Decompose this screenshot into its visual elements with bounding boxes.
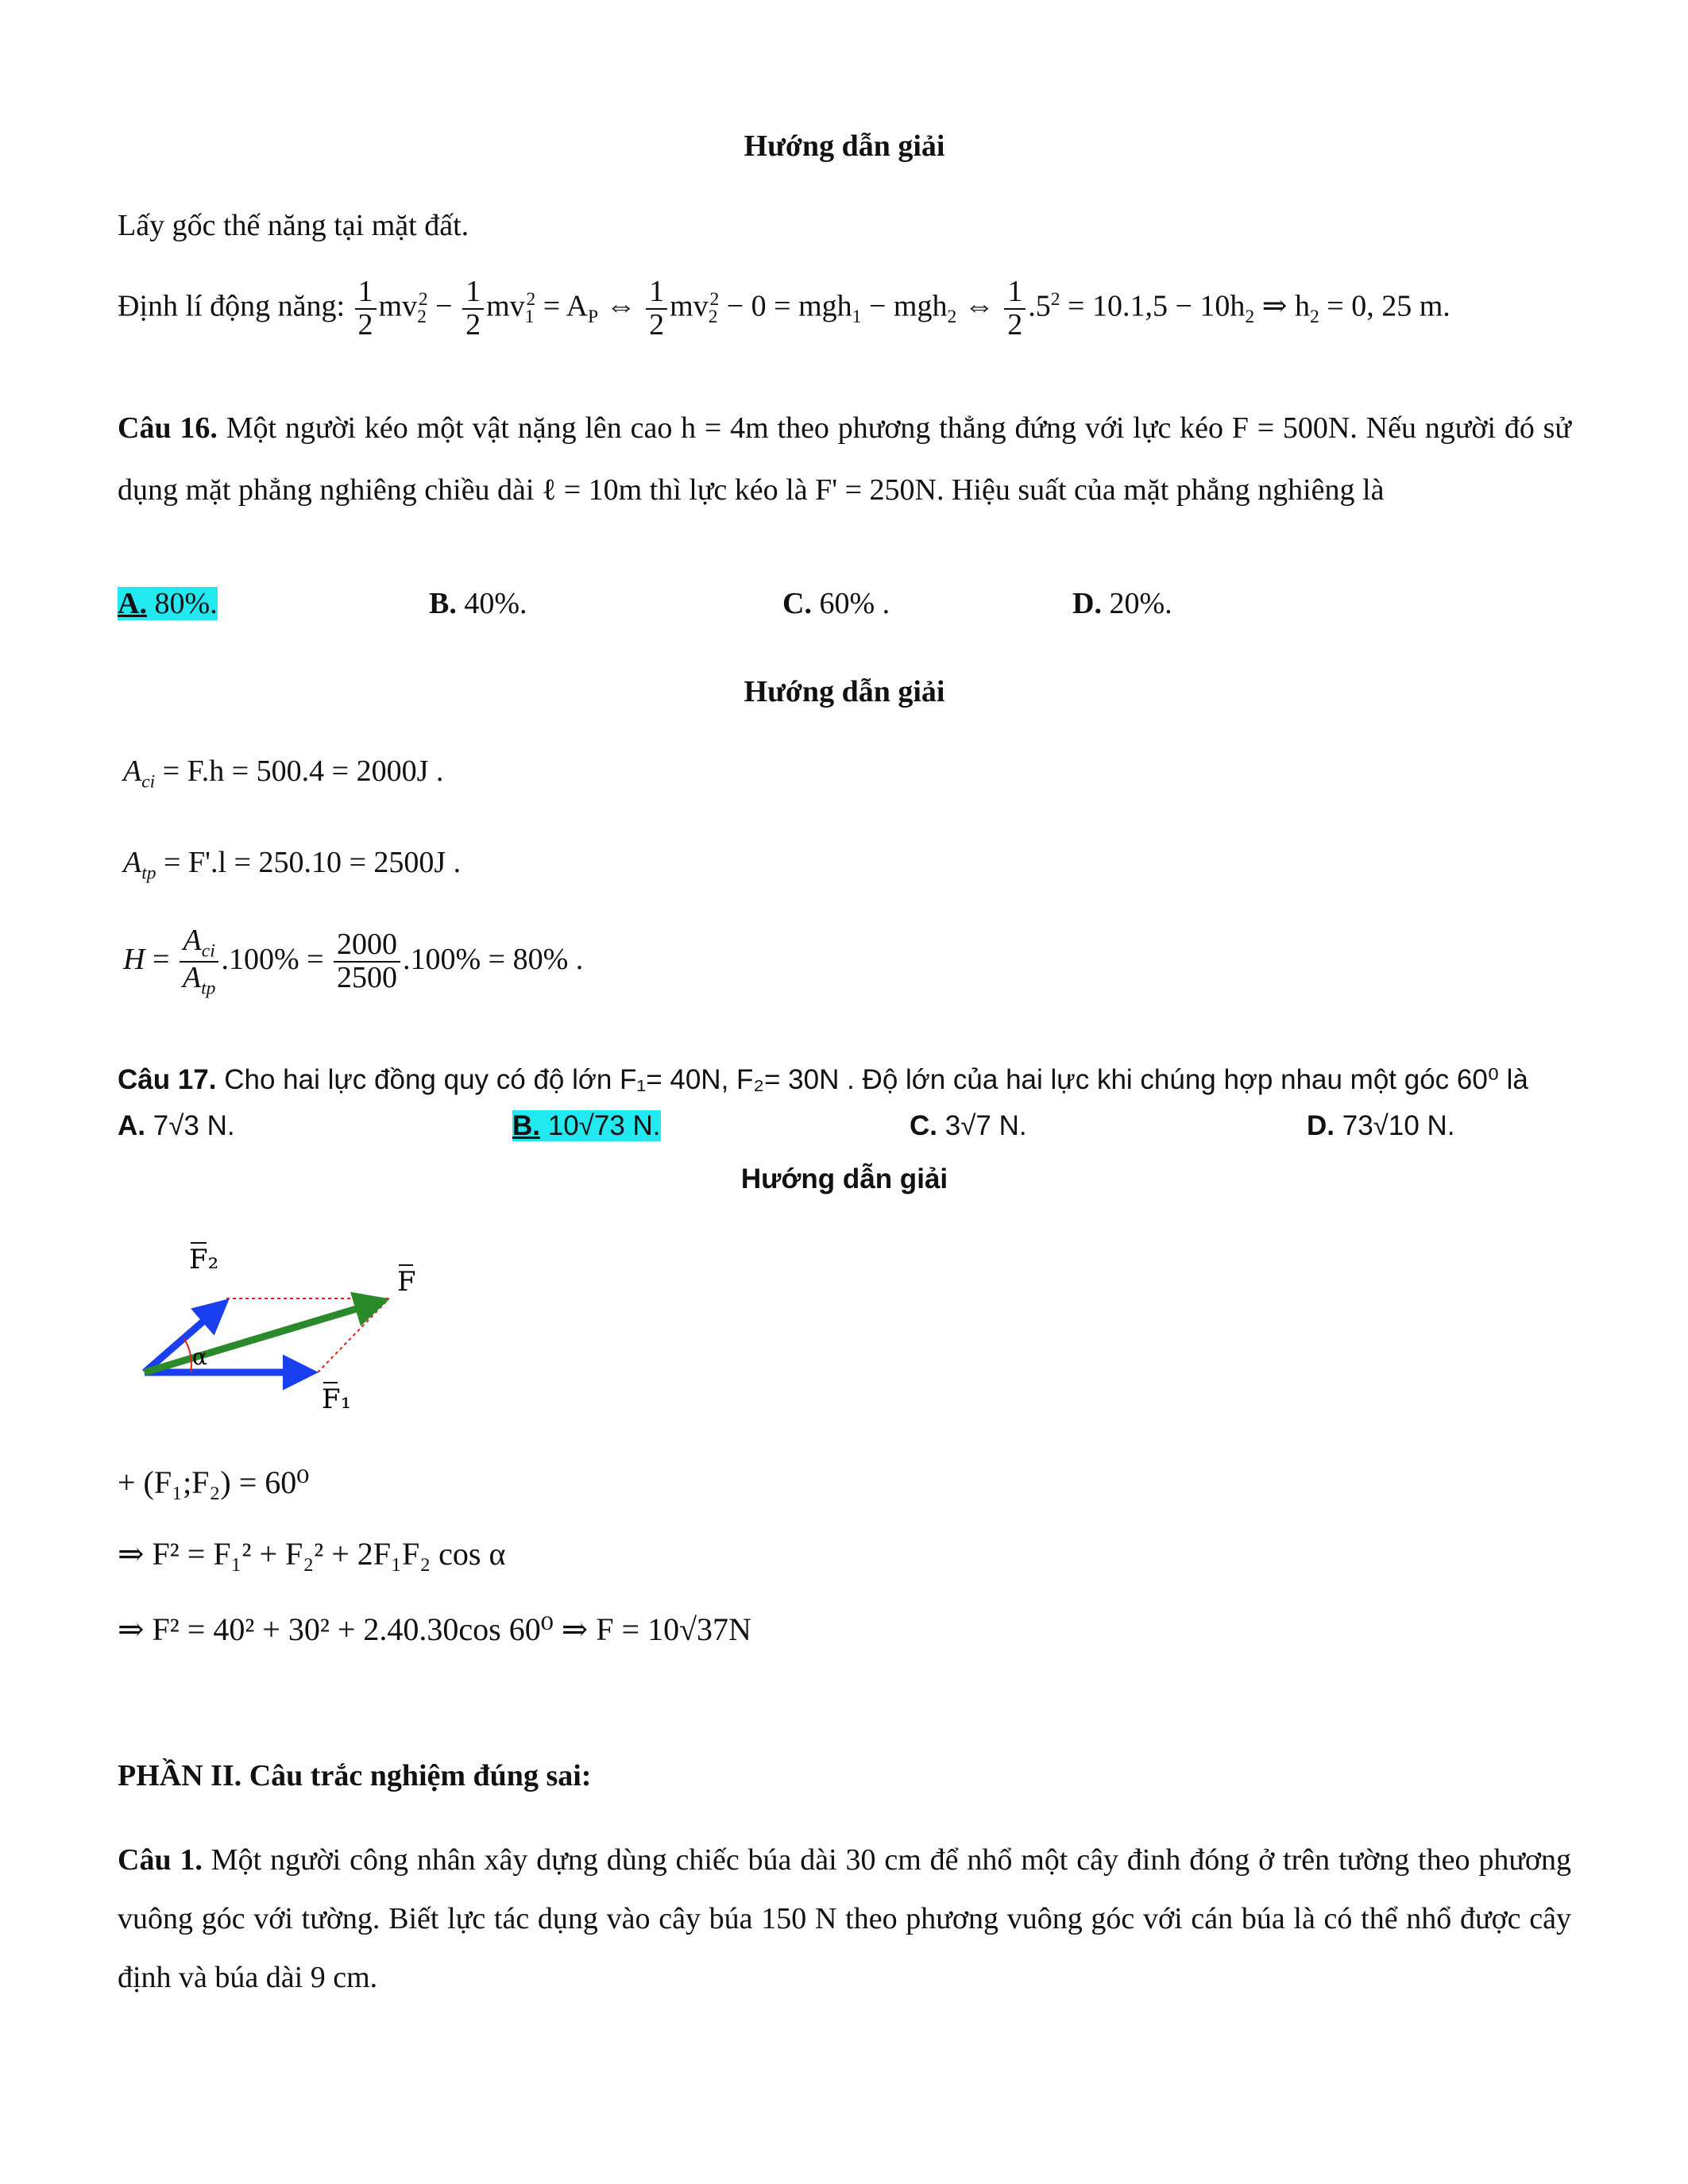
theorem-label: Định lí động năng:: [118, 289, 346, 323]
sol17-line-2: ⇒ F² = F₁² + F₂² + 2F₁F₂ cos α: [118, 1536, 506, 1572]
alpha-label: α: [192, 1344, 207, 1370]
part-2-heading: PHẦN II. Câu trắc nghiệm đúng sai:: [118, 1759, 592, 1792]
q17-option-a[interactable]: A. 7√3 N.: [118, 1110, 235, 1141]
force-parallelogram-diagram: [127, 1227, 445, 1426]
question-1: [118, 1831, 1571, 2007]
question-1-label: Câu 1.: [118, 1843, 203, 1877]
question-16-text: Một người kéo một vật nặng lên cao h = 4m theo phương thẳng đứng với lực kéo F = 500N. Nếu người đó sử dụng mặt phẳng nghiêng chiều dài ℓ = 10m thì lực kéo là F' = 250N. Hiệu suất của mặt phẳng nghiêng là: [118, 411, 1572, 507]
q16-option-b[interactable]: B. 40%.: [429, 587, 527, 620]
sol16-useful-work: $A_{ci} = F.h = 500.4 = 2000J$ .: [123, 754, 444, 793]
f-label: F: [397, 1266, 416, 1298]
question-1-text: Một người công nhân xây dựng dùng chiếc búa dài 30 cm để nhổ một cây đinh đóng ở trên tường theo phương vuông góc với tường. Biết lực tác dụng vào cây búa 150 N theo phương vuông góc với cán búa là có thể nhổ được cây định và búa dài 9 cm.: [118, 1843, 1572, 1994]
f2-label: F₂: [189, 1244, 219, 1275]
f1-label: F₁: [322, 1383, 352, 1415]
solution-heading-17: Hướng dẫn giải: [740, 1163, 948, 1194]
sol17-line-3: ⇒ F² = 40² + 30² + 2.40.30cos 60⁰ ⇒ F = 10√37N: [118, 1611, 751, 1647]
solution-heading: Hướng dẫn giải: [744, 129, 945, 163]
question-17-text: Cho hai lực đồng quy có độ lớn F₁= 40N, F₂= 30N . Độ lớn của hai lực khi chúng hợp nhau một góc 60⁰ là: [224, 1064, 1528, 1095]
q16-option-c[interactable]: C. 60% .: [782, 587, 890, 620]
solution-heading-16: Hướng dẫn giải: [744, 675, 945, 708]
q16-option-a[interactable]: A. 80%.: [118, 587, 218, 620]
sol16-efficiency: H = $\frac{A_{ci}}{A_{tp}}$ .100% = $\frac{2000}{2500}$ .100% = 80% .: [123, 924, 584, 999]
q17-option-c[interactable]: C. 3√7 N.: [910, 1110, 1027, 1141]
question-16: [118, 397, 1571, 521]
q16-option-d[interactable]: D. 20%.: [1072, 587, 1172, 620]
question-16-label: Câu 16.: [118, 411, 218, 445]
q17-option-d[interactable]: D. 73√10 N.: [1307, 1110, 1455, 1141]
sol17-line-1: + (F₁;F₂) = 60⁰: [118, 1464, 310, 1500]
question-17-label: Câu 17.: [118, 1064, 217, 1095]
paragraph-potential-origin: Lấy gốc thế năng tại mặt đất.: [118, 209, 469, 242]
kinetic-energy-theorem: Định lí động năng: $\frac{1}{2}$ $mv_2^2$ − $\frac{1}{2}$ $mv_1^2 = A_P$ ⇔ $\frac{1}{2}$ $mv_2^2 - 0 = mgh_1 - mgh_2$ ⇔ $\frac{1}{2}$ $.5^2 = 10.1,5 - 10h_2$ ⇒ $h_2 = 0$, 25 m.: [118, 275, 1450, 341]
q17-option-b[interactable]: B. 10√73 N.: [512, 1110, 661, 1141]
question-17: [118, 1060, 1571, 1099]
sol16-total-work: $A_{tp} = F'.l = 250.10 = 2500J$ .: [123, 846, 462, 884]
